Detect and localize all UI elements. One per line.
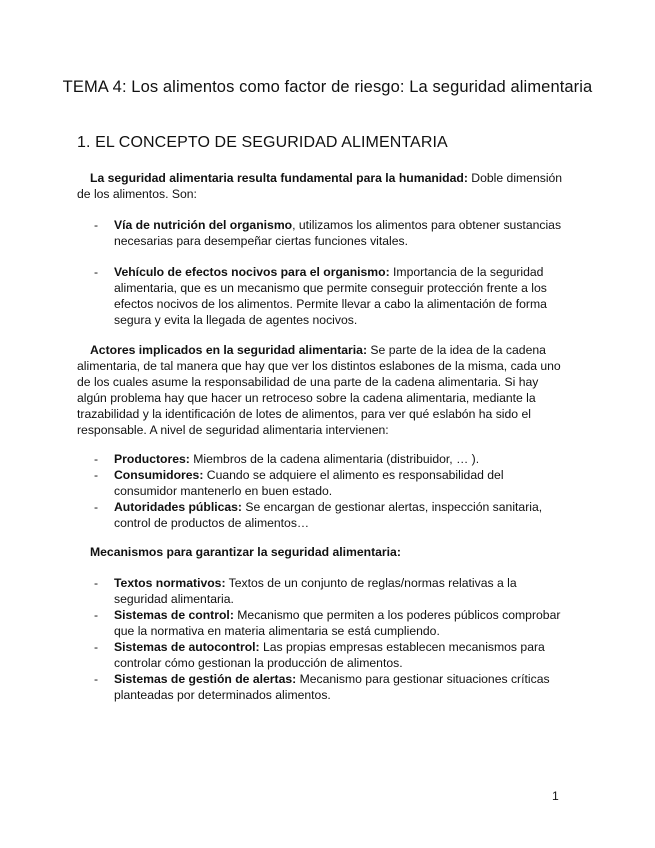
list-item <box>77 499 563 531</box>
list-item-bold: Autoridades públicas: <box>114 500 242 514</box>
mechanisms-heading: Mecanismos para garantizar la seguridad alimentaria: <box>90 545 401 559</box>
list-dash: - <box>94 672 99 686</box>
list-item-bold: Textos normativos: <box>114 576 226 590</box>
intro-bold: La seguridad alimentaria resulta fundamental para la humanidad: <box>90 171 468 185</box>
actors-text: Se parte de la idea de la cadena alimentaria, de tal manera que hay que ver los distintos eslabones de la misma, cada uno de los cuales asume la responsabilidad de una parte de la cadena alimentaria. Si hay algún problema hay que hacer un retroceso sobre la cadena alimentaria, mediante la trazabilidad y la identificación de lotes de alimentos, para ver qué eslabón ha sido el responsable. A nivel de seguridad alimentaria intervienen: <box>77 343 561 437</box>
actors-paragraph <box>77 342 563 438</box>
list-item-bold: Sistemas de control: <box>114 608 234 622</box>
list-item-text: Miembros de la cadena alimentaria (distribuidor, … ). <box>189 452 480 466</box>
list-item-text: Se encargan de gestionar alertas, inspección sanitaria, control de productos de alimentos… <box>114 500 543 530</box>
intro-paragraph <box>77 170 563 202</box>
list-item-bold: Consumidores: <box>114 468 204 482</box>
list-dash: - <box>94 640 99 654</box>
list-item-text: Mecanismo para gestionar situaciones críticas planteadas por determinados alimentos. <box>114 672 550 702</box>
list-item-bold: Sistemas de gestión de alertas: <box>114 672 297 686</box>
list-item <box>77 671 563 703</box>
list-item <box>77 467 563 499</box>
intro-text: Doble dimensión de los alimentos. Son: <box>77 171 563 201</box>
list-dash: - <box>94 452 99 466</box>
list-dash: - <box>94 468 99 482</box>
list-item-bold: Vía de nutrición del organismo <box>114 218 293 232</box>
list-item-bold: Sistemas de autocontrol: <box>114 640 260 654</box>
list-dash: - <box>94 576 99 590</box>
dimensions-list-2 <box>77 264 563 328</box>
list-item-bold: Vehículo de efectos nocivos para el organismo: <box>114 265 390 279</box>
actors-bold: Actores implicados en la seguridad alimentaria: <box>90 343 368 357</box>
list-item-text: Textos de un conjunto de reglas/normas relativas a la seguridad alimentaria. <box>114 576 517 606</box>
list-item <box>77 607 563 639</box>
list-item-text: Las propias empresas establecen mecanismos para controlar cómo gestionan la producción de alimentos. <box>114 640 545 670</box>
list-item <box>77 639 563 671</box>
mechanisms-list <box>77 575 563 703</box>
page-number: 1 <box>552 789 559 803</box>
list-item <box>77 575 563 607</box>
actors-list <box>77 451 563 531</box>
list-dash: - <box>94 265 99 279</box>
list-item-text: Importancia de la seguridad alimentaria, que es un mecanismo que permite conseguir protección frente a los efectos nocivos de los alimentos. Permite llevar a cabo la alimentación de forma segura y evita la llegada de agentes nocivos. <box>114 265 547 327</box>
list-dash: - <box>94 218 99 232</box>
list-dash: - <box>94 608 99 622</box>
list-item <box>77 451 563 467</box>
list-dash: - <box>94 500 99 514</box>
list-item-text: Mecanismo que permiten a los poderes públicos comprobar que la normativa en materia alimentaria se está cumpliendo. <box>114 608 561 638</box>
document-title: TEMA 4: Los alimentos como factor de riesgo: La seguridad alimentaria <box>62 78 593 96</box>
list-item-bold: Productores: <box>114 452 190 466</box>
dimensions-list <box>77 217 563 249</box>
list-item-text: , utilizamos los alimentos para obtener sustancias necesarias para desempeñar ciertas funciones vitales. <box>114 218 562 248</box>
list-item-text: Cuando se adquiere el alimento es responsabilidad del consumidor mantenerlo en buen estado. <box>114 468 504 498</box>
mechanisms-heading-paragraph <box>77 544 563 560</box>
list-item <box>77 217 563 249</box>
section-heading: 1. EL CONCEPTO DE SEGURIDAD ALIMENTARIA <box>77 134 448 151</box>
list-item <box>77 264 563 328</box>
